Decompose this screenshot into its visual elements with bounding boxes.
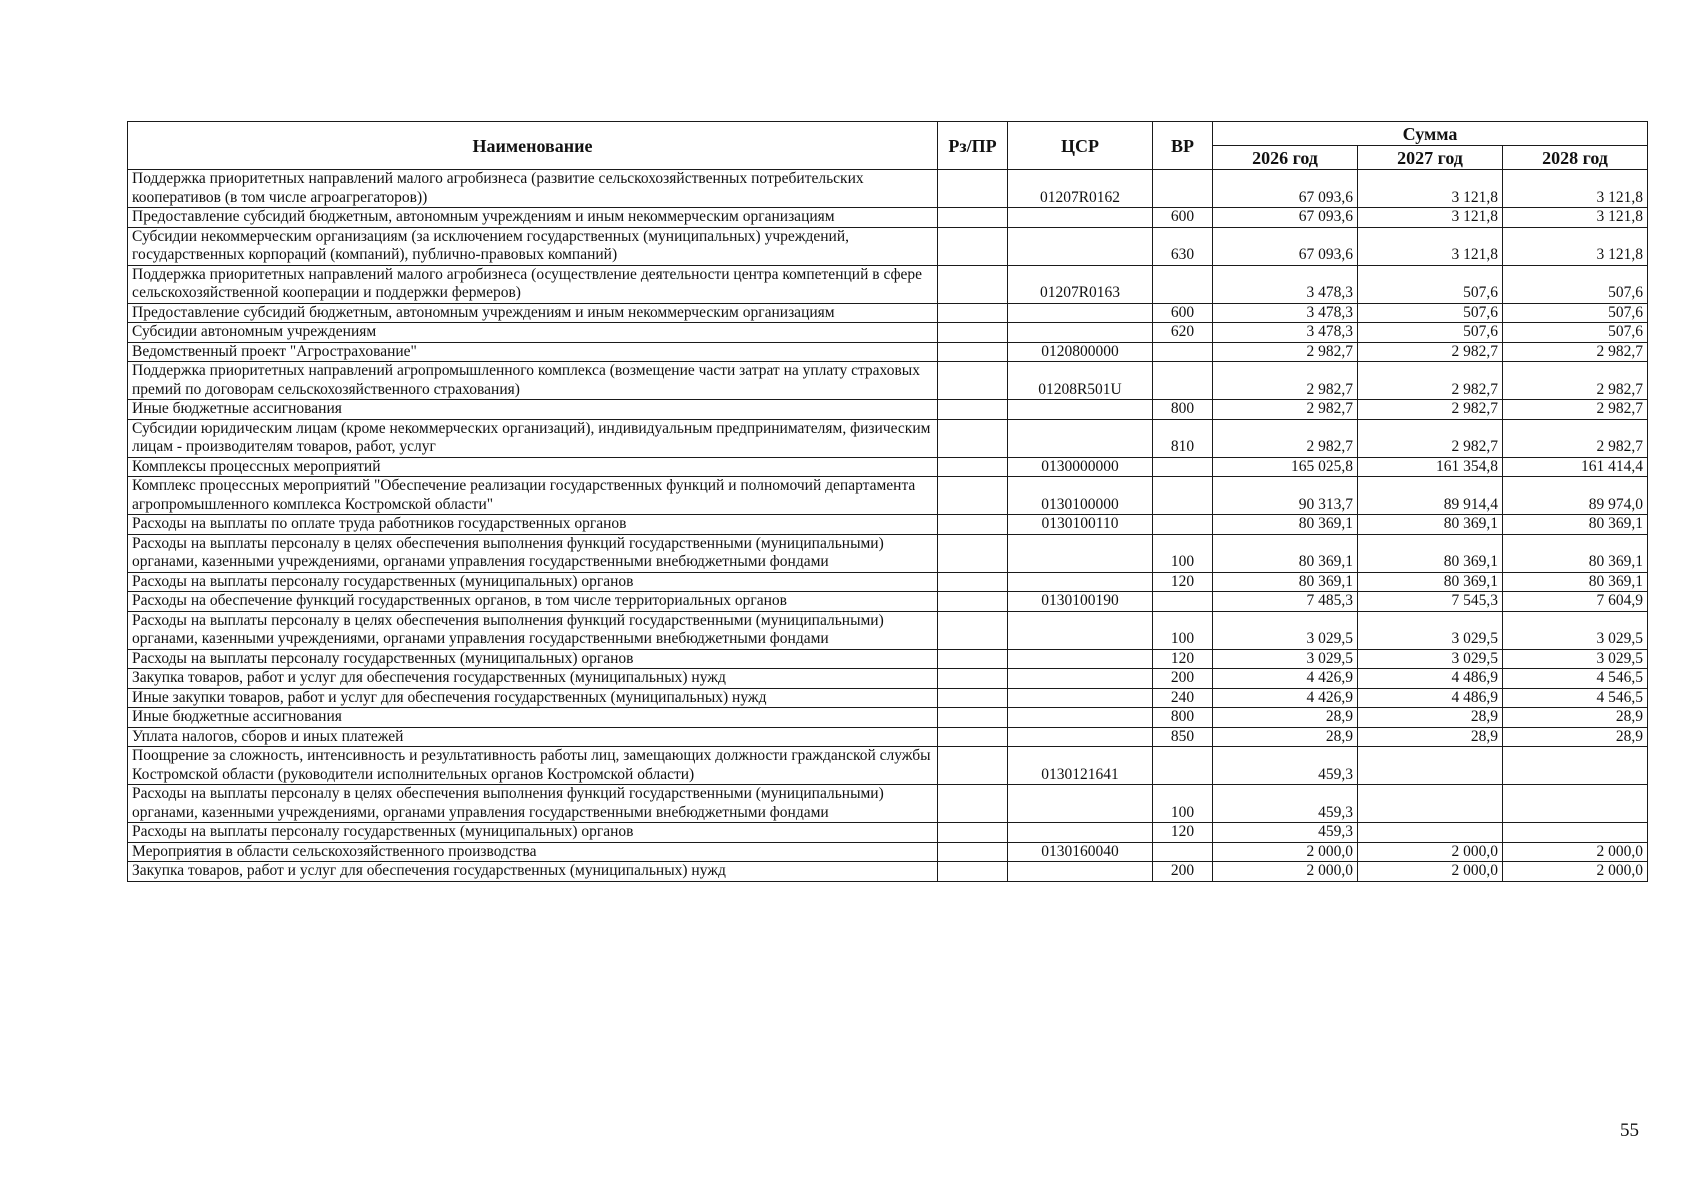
row-csr: [1008, 862, 1153, 882]
row-value-2028: 2 982,7: [1503, 362, 1648, 400]
table-row: [128, 592, 1648, 612]
row-vr: [1153, 265, 1213, 303]
table-row: [128, 170, 1648, 208]
table-row: [128, 457, 1648, 477]
row-vr: 100: [1153, 785, 1213, 823]
table-row: [128, 515, 1648, 535]
row-name: Субсидии автономным учреждениям: [128, 323, 938, 343]
row-vr: 100: [1153, 611, 1213, 649]
row-value-2028: 4 546,5: [1503, 688, 1648, 708]
row-name: Поддержка приоритетных направлений агропромышленного комплекса (возмещение части затрат на уплату страховых премий по договорам сельскохозяйственного страхования): [128, 362, 938, 400]
row-vr: 620: [1153, 323, 1213, 343]
row-value-2028: 3 121,8: [1503, 227, 1648, 265]
row-rzpr: [938, 572, 1008, 592]
row-value-2027: 3 121,8: [1358, 170, 1503, 208]
table-body: [128, 170, 1648, 882]
row-name: Поддержка приоритетных направлений малого агробизнеса (осуществление деятельности центра компетенций в сфере сельскохозяйственной кооперации и поддержки фермеров): [128, 265, 938, 303]
row-rzpr: [938, 611, 1008, 649]
row-vr: [1153, 477, 1213, 515]
row-vr: [1153, 362, 1213, 400]
row-vr: [1153, 592, 1213, 612]
row-name: Расходы на выплаты персоналу в целях обеспечения выполнения функций государственными (муниципальными) органами, казенными учреждениями, органами управления государственными внебюджетными фондами: [128, 611, 938, 649]
row-rzpr: [938, 747, 1008, 785]
row-value-2028: 80 369,1: [1503, 534, 1648, 572]
table-row: [128, 649, 1648, 669]
row-rzpr: [938, 303, 1008, 323]
row-value-2027: 507,6: [1358, 265, 1503, 303]
row-value-2028: [1503, 747, 1648, 785]
table-row: [128, 265, 1648, 303]
row-rzpr: [938, 862, 1008, 882]
row-rzpr: [938, 727, 1008, 747]
table-row: [128, 669, 1648, 689]
row-value-2026: 2 982,7: [1213, 362, 1358, 400]
table-row: [128, 823, 1648, 843]
header-rzpr: Рз/ПР: [938, 122, 1008, 170]
row-value-2027: 2 982,7: [1358, 342, 1503, 362]
row-name: Поддержка приоритетных направлений малого агробизнеса (развитие сельскохозяйственных потребительских кооперативов (в том числе агроагрегаторов)): [128, 170, 938, 208]
row-name: Расходы на выплаты персоналу государственных (муниципальных) органов: [128, 823, 938, 843]
row-csr: 0130121641: [1008, 747, 1153, 785]
table-row: [128, 785, 1648, 823]
row-vr: 120: [1153, 572, 1213, 592]
row-vr: 800: [1153, 400, 1213, 420]
row-value-2026: 28,9: [1213, 727, 1358, 747]
row-csr: [1008, 572, 1153, 592]
row-name: Иные бюджетные ассигнования: [128, 708, 938, 728]
row-value-2027: 4 486,9: [1358, 688, 1503, 708]
row-vr: 600: [1153, 208, 1213, 228]
row-rzpr: [938, 842, 1008, 862]
row-value-2028: 2 982,7: [1503, 342, 1648, 362]
table-row: [128, 208, 1648, 228]
row-value-2026: 459,3: [1213, 785, 1358, 823]
header-vr: ВР: [1153, 122, 1213, 170]
row-vr: 800: [1153, 708, 1213, 728]
row-rzpr: [938, 208, 1008, 228]
row-name: Закупка товаров, работ и услуг для обеспечения государственных (муниципальных) нужд: [128, 862, 938, 882]
row-rzpr: [938, 400, 1008, 420]
row-value-2026: 67 093,6: [1213, 227, 1358, 265]
row-value-2028: 2 982,7: [1503, 400, 1648, 420]
row-vr: 810: [1153, 419, 1213, 457]
row-rzpr: [938, 785, 1008, 823]
row-value-2028: [1503, 785, 1648, 823]
table-row: [128, 419, 1648, 457]
row-value-2026: 165 025,8: [1213, 457, 1358, 477]
row-value-2028: 4 546,5: [1503, 669, 1648, 689]
table-row: [128, 534, 1648, 572]
row-csr: 01207R0162: [1008, 170, 1153, 208]
row-csr: 0130160040: [1008, 842, 1153, 862]
row-value-2026: 2 982,7: [1213, 400, 1358, 420]
header-year-2026: 2026 год: [1213, 146, 1358, 170]
row-rzpr: [938, 534, 1008, 572]
row-csr: 01207R0163: [1008, 265, 1153, 303]
row-vr: 630: [1153, 227, 1213, 265]
row-rzpr: [938, 419, 1008, 457]
row-value-2028: 80 369,1: [1503, 572, 1648, 592]
row-value-2027: 507,6: [1358, 323, 1503, 343]
row-rzpr: [938, 227, 1008, 265]
row-value-2027: 89 914,4: [1358, 477, 1503, 515]
row-value-2028: 28,9: [1503, 727, 1648, 747]
row-value-2027: 3 029,5: [1358, 611, 1503, 649]
row-value-2026: 3 029,5: [1213, 649, 1358, 669]
row-name: Мероприятия в области сельскохозяйственного производства: [128, 842, 938, 862]
row-vr: 600: [1153, 303, 1213, 323]
row-value-2027: 80 369,1: [1358, 534, 1503, 572]
row-name: Закупка товаров, работ и услуг для обеспечения государственных (муниципальных) нужд: [128, 669, 938, 689]
row-csr: 0120800000: [1008, 342, 1153, 362]
row-vr: 850: [1153, 727, 1213, 747]
row-csr: [1008, 649, 1153, 669]
row-name: Уплата налогов, сборов и иных платежей: [128, 727, 938, 747]
row-value-2026: 80 369,1: [1213, 515, 1358, 535]
budget-table: [127, 121, 1648, 882]
row-rzpr: [938, 592, 1008, 612]
row-value-2027: 2 982,7: [1358, 400, 1503, 420]
row-name: Субсидии юридическим лицам (кроме некоммерческих организаций), индивидуальным предпринимателям, физическим лицам - производителям товаров, работ, услуг: [128, 419, 938, 457]
row-value-2027: 3 029,5: [1358, 649, 1503, 669]
row-rzpr: [938, 342, 1008, 362]
row-value-2028: 507,6: [1503, 265, 1648, 303]
row-rzpr: [938, 457, 1008, 477]
row-csr: 0130100190: [1008, 592, 1153, 612]
table-row: [128, 323, 1648, 343]
row-csr: [1008, 208, 1153, 228]
table-row: [128, 572, 1648, 592]
row-name: Комплекс процессных мероприятий "Обеспечение реализации государственных функций и полномочий департамента агропромышленного комплекса Костромской области": [128, 477, 938, 515]
table-row: [128, 611, 1648, 649]
row-value-2028: 89 974,0: [1503, 477, 1648, 515]
row-value-2026: 80 369,1: [1213, 572, 1358, 592]
row-csr: [1008, 708, 1153, 728]
table-row: [128, 303, 1648, 323]
row-name: Расходы на выплаты персоналу в целях обеспечения выполнения функций государственными (муниципальными) органами, казенными учреждениями, органами управления государственными внебюджетными фондами: [128, 785, 938, 823]
row-value-2026: 2 000,0: [1213, 862, 1358, 882]
row-csr: [1008, 727, 1153, 747]
table-row: [128, 400, 1648, 420]
row-value-2026: 80 369,1: [1213, 534, 1358, 572]
row-value-2027: 2 982,7: [1358, 362, 1503, 400]
row-value-2026: 7 485,3: [1213, 592, 1358, 612]
row-value-2028: 2 982,7: [1503, 419, 1648, 457]
row-value-2028: 3 029,5: [1503, 611, 1648, 649]
table-row: [128, 842, 1648, 862]
row-value-2028: 2 000,0: [1503, 862, 1648, 882]
row-value-2027: 28,9: [1358, 708, 1503, 728]
row-value-2027: 7 545,3: [1358, 592, 1503, 612]
row-vr: 200: [1153, 862, 1213, 882]
row-value-2027: [1358, 747, 1503, 785]
row-rzpr: [938, 362, 1008, 400]
row-vr: [1153, 842, 1213, 862]
row-name: Расходы на обеспечение функций государственных органов, в том числе территориальных органов: [128, 592, 938, 612]
row-value-2026: 4 426,9: [1213, 688, 1358, 708]
row-vr: [1153, 515, 1213, 535]
row-csr: 0130100110: [1008, 515, 1153, 535]
table-row: [128, 708, 1648, 728]
row-value-2027: 161 354,8: [1358, 457, 1503, 477]
row-csr: [1008, 611, 1153, 649]
row-value-2026: 459,3: [1213, 747, 1358, 785]
row-name: Расходы на выплаты по оплате труда работников государственных органов: [128, 515, 938, 535]
row-rzpr: [938, 669, 1008, 689]
row-csr: 0130000000: [1008, 457, 1153, 477]
row-vr: 200: [1153, 669, 1213, 689]
row-value-2026: 3 478,3: [1213, 303, 1358, 323]
row-value-2028: 3 029,5: [1503, 649, 1648, 669]
row-value-2028: 3 121,8: [1503, 208, 1648, 228]
row-value-2026: 3 478,3: [1213, 265, 1358, 303]
row-csr: 0130100000: [1008, 477, 1153, 515]
row-name: Предоставление субсидий бюджетным, автономным учреждениям и иным некоммерческим организациям: [128, 208, 938, 228]
row-rzpr: [938, 649, 1008, 669]
header-sum: Сумма: [1213, 122, 1648, 146]
row-name: Расходы на выплаты персоналу государственных (муниципальных) органов: [128, 572, 938, 592]
row-value-2027: [1358, 823, 1503, 843]
header-year-2028: 2028 год: [1503, 146, 1648, 170]
table-row: [128, 747, 1648, 785]
row-rzpr: [938, 823, 1008, 843]
row-rzpr: [938, 170, 1008, 208]
row-value-2026: 4 426,9: [1213, 669, 1358, 689]
row-value-2026: 2 000,0: [1213, 842, 1358, 862]
table-row: [128, 688, 1648, 708]
row-value-2026: 67 093,6: [1213, 170, 1358, 208]
row-name: Комплексы процессных мероприятий: [128, 457, 938, 477]
row-csr: 01208R501U: [1008, 362, 1153, 400]
row-value-2028: 2 000,0: [1503, 842, 1648, 862]
row-value-2026: 67 093,6: [1213, 208, 1358, 228]
row-csr: [1008, 688, 1153, 708]
row-vr: [1153, 747, 1213, 785]
row-rzpr: [938, 265, 1008, 303]
row-vr: 240: [1153, 688, 1213, 708]
row-csr: [1008, 669, 1153, 689]
row-vr: 100: [1153, 534, 1213, 572]
row-value-2028: 507,6: [1503, 303, 1648, 323]
row-value-2027: 2 000,0: [1358, 842, 1503, 862]
row-value-2026: 2 982,7: [1213, 342, 1358, 362]
row-value-2026: 90 313,7: [1213, 477, 1358, 515]
row-name: Ведомственный проект "Агрострахование": [128, 342, 938, 362]
row-value-2028: 161 414,4: [1503, 457, 1648, 477]
table-row: [128, 862, 1648, 882]
row-vr: [1153, 342, 1213, 362]
row-value-2028: 3 121,8: [1503, 170, 1648, 208]
row-csr: [1008, 323, 1153, 343]
row-value-2028: [1503, 823, 1648, 843]
table-row: [128, 362, 1648, 400]
row-vr: 120: [1153, 823, 1213, 843]
table-row: [128, 477, 1648, 515]
row-value-2027: 2 000,0: [1358, 862, 1503, 882]
row-value-2027: [1358, 785, 1503, 823]
row-value-2026: 459,3: [1213, 823, 1358, 843]
row-value-2027: 4 486,9: [1358, 669, 1503, 689]
row-name: Расходы на выплаты персоналу в целях обеспечения выполнения функций государственными (муниципальными) органами, казенными учреждениями, органами управления государственными внебюджетными фондами: [128, 534, 938, 572]
row-csr: [1008, 227, 1153, 265]
row-value-2027: 507,6: [1358, 303, 1503, 323]
row-rzpr: [938, 708, 1008, 728]
row-value-2028: 507,6: [1503, 323, 1648, 343]
row-rzpr: [938, 323, 1008, 343]
table-row: [128, 227, 1648, 265]
table-header: [128, 122, 1648, 170]
table-row: [128, 727, 1648, 747]
header-year-2027: 2027 год: [1358, 146, 1503, 170]
row-value-2027: 28,9: [1358, 727, 1503, 747]
row-vr: 120: [1153, 649, 1213, 669]
row-csr: [1008, 303, 1153, 323]
row-name: Расходы на выплаты персоналу государственных (муниципальных) органов: [128, 649, 938, 669]
row-value-2028: 28,9: [1503, 708, 1648, 728]
row-rzpr: [938, 515, 1008, 535]
row-csr: [1008, 419, 1153, 457]
row-vr: [1153, 457, 1213, 477]
row-value-2028: 80 369,1: [1503, 515, 1648, 535]
row-csr: [1008, 785, 1153, 823]
row-value-2028: 7 604,9: [1503, 592, 1648, 612]
row-name: Предоставление субсидий бюджетным, автономным учреждениям и иным некоммерческим организациям: [128, 303, 938, 323]
row-value-2027: 80 369,1: [1358, 515, 1503, 535]
row-csr: [1008, 534, 1153, 572]
row-name: Поощрение за сложность, интенсивность и результативность работы лиц, замещающих должности гражданской службы Костромской области (руководители исполнительных органов Костромской области): [128, 747, 938, 785]
table-row: [128, 342, 1648, 362]
row-value-2026: 28,9: [1213, 708, 1358, 728]
row-value-2027: 3 121,8: [1358, 227, 1503, 265]
row-name: Иные бюджетные ассигнования: [128, 400, 938, 420]
row-rzpr: [938, 688, 1008, 708]
row-name: Иные закупки товаров, работ и услуг для обеспечения государственных (муниципальных) нужд: [128, 688, 938, 708]
page-number: 55: [1620, 1120, 1639, 1141]
row-value-2027: 3 121,8: [1358, 208, 1503, 228]
row-name: Субсидии некоммерческим организациям (за исключением государственных (муниципальных) учреждений, государственных корпораций (компаний), публично-правовых компаний): [128, 227, 938, 265]
header-name: Наименование: [128, 122, 938, 170]
row-value-2026: 2 982,7: [1213, 419, 1358, 457]
row-value-2027: 2 982,7: [1358, 419, 1503, 457]
row-vr: [1153, 170, 1213, 208]
row-csr: [1008, 823, 1153, 843]
row-rzpr: [938, 477, 1008, 515]
header-csr: ЦСР: [1008, 122, 1153, 170]
row-value-2026: 3 029,5: [1213, 611, 1358, 649]
row-value-2027: 80 369,1: [1358, 572, 1503, 592]
row-value-2026: 3 478,3: [1213, 323, 1358, 343]
row-csr: [1008, 400, 1153, 420]
